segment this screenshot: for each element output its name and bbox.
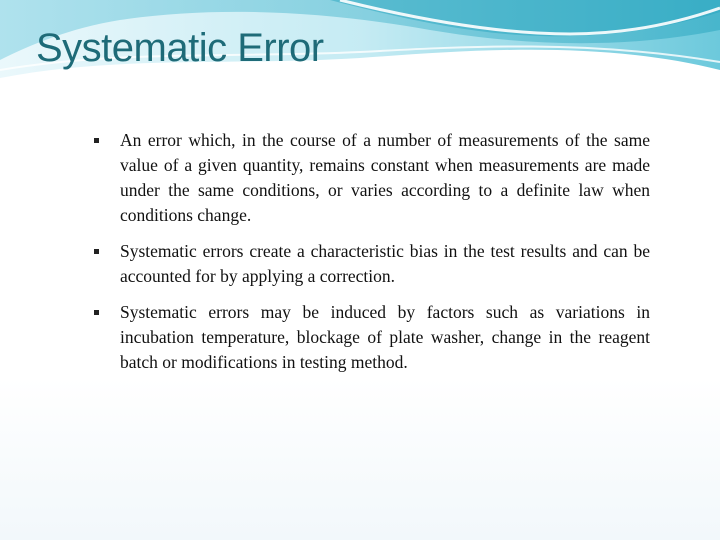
square-bullet-icon bbox=[94, 249, 99, 254]
square-bullet-icon bbox=[94, 138, 99, 143]
slide-title: Systematic Error bbox=[36, 26, 324, 70]
bullet-item bbox=[92, 128, 650, 228]
bullet-text: An error which, in the course of a number of measurements of the same value of a given quantity, remains constant when measurements are made under the same conditions, or varies according to a definite law when conditions change. bbox=[120, 130, 650, 225]
square-bullet-icon bbox=[94, 310, 99, 315]
bullet-text: Systematic errors create a characteristic bias in the test results and can be accounted for by applying a correction. bbox=[120, 241, 650, 286]
bullet-text: Systematic errors may be induced by factors such as variations in incubation temperature, blockage of plate washer, change in the reagent batch or modifications in testing method. bbox=[120, 302, 650, 372]
bullet-list bbox=[92, 128, 650, 386]
bullet-item bbox=[92, 239, 650, 289]
bullet-item bbox=[92, 300, 650, 375]
